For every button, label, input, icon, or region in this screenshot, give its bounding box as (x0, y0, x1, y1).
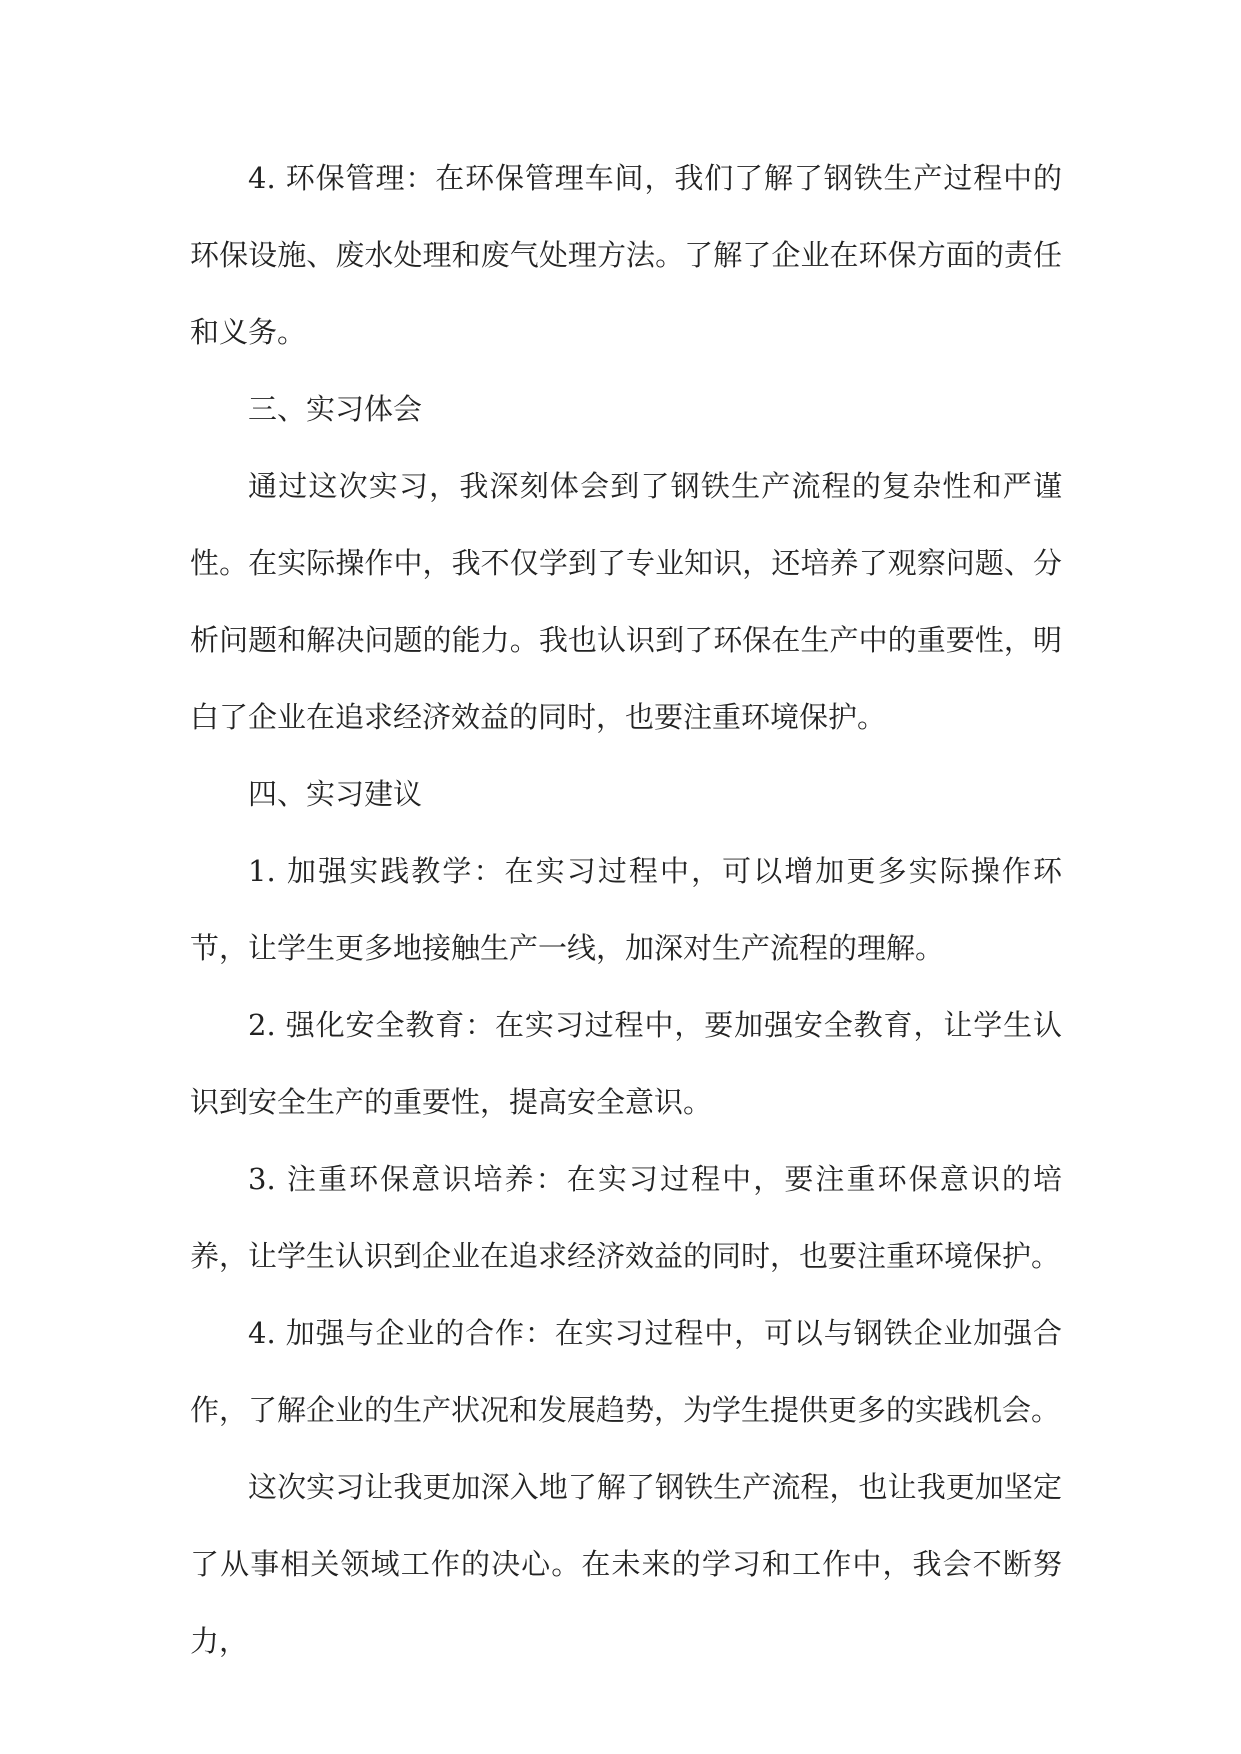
section-heading-suggestions: 四、实习建议 (248, 777, 423, 811)
document-body (190, 140, 1062, 1680)
section-heading-experience: 三、实习体会 (248, 392, 423, 426)
paragraph-conclusion: 这次实习让我更加深入地了解了钢铁生产流程，也让我更加坚定了从事相关领域工作的决心。在未来的学习和工作中，我会不断努力， (190, 1470, 1062, 1658)
paragraph-suggestion-2: 2. 强化安全教育：在实习过程中，要加强安全教育，让学生认识到安全生产的重要性，提高安全意识。 (190, 1008, 1062, 1119)
paragraph-experience: 通过这次实习，我深刻体会到了钢铁生产流程的复杂性和严谨性。在实际操作中，我不仅学到了专业知识，还培养了观察问题、分析问题和解决问题的能力。我也认识到了环保在生产中的重要性，明白了企业在追求经济效益的同时，也要注重环境保护。 (190, 469, 1062, 734)
paragraph-suggestion-3: 3. 注重环保意识培养：在实习过程中，要注重环保意识的培养，让学生认识到企业在追求经济效益的同时，也要注重环境保护。 (190, 1162, 1062, 1273)
paragraph-suggestion-4: 4. 加强与企业的合作：在实习过程中，可以与钢铁企业加强合作，了解企业的生产状况和发展趋势，为学生提供更多的实践机会。 (190, 1316, 1062, 1427)
paragraph-suggestion-1: 1. 加强实践教学：在实习过程中，可以增加更多实际操作环节，让学生更多地接触生产一线，加深对生产流程的理解。 (190, 854, 1062, 965)
paragraph-env-management: 4. 环保管理：在环保管理车间，我们了解了钢铁生产过程中的环保设施、废水处理和废气处理方法。了解了企业在环保方面的责任和义务。 (190, 161, 1062, 349)
